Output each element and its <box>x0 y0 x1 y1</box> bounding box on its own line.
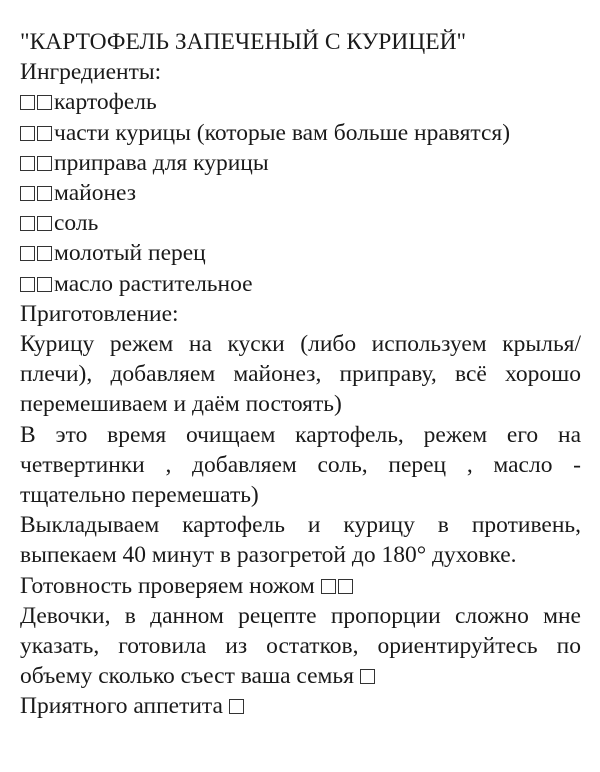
doneness-line <box>20 571 581 601</box>
ingredient-text: майонез <box>54 180 137 207</box>
ingredient-item <box>20 87 581 117</box>
missing-glyph-box-icon <box>338 579 353 594</box>
preparation-step: В это время очищаем картофель, режем его на четвертинки , добавляем соль, перец , масло - тщательно перемешать) <box>20 421 581 509</box>
ingredient-item <box>20 238 581 268</box>
ingredient-text: масло растительное <box>54 270 253 297</box>
ingredient-item <box>20 269 581 299</box>
missing-glyph-box-icon <box>360 669 375 684</box>
missing-glyph-box-icon <box>20 216 35 231</box>
missing-glyph-box-icon <box>20 277 35 292</box>
ingredient-item <box>20 148 581 178</box>
ingredient-text: молотый перец <box>54 240 206 267</box>
missing-glyph-box-icon <box>37 216 52 231</box>
preparation-step: Курицу режем на куски (либо используем крылья/плечи), добавляем майонез, приправу, всё хорошо перемешиваем и даём постоять) <box>20 331 581 418</box>
missing-glyph-box-icon <box>37 186 52 201</box>
missing-glyph-box-icon <box>20 95 35 110</box>
missing-glyph-box-icon <box>321 579 336 594</box>
ingredient-text: картофель <box>54 89 157 116</box>
note-paragraph <box>20 601 581 692</box>
recipe-document <box>20 27 581 722</box>
ingredient-text: соль <box>54 210 99 237</box>
missing-glyph-box-icon <box>20 156 35 171</box>
missing-glyph-box-icon <box>20 186 35 201</box>
ingredient-text: приправа для курицы <box>54 149 269 176</box>
closing-line <box>20 691 581 721</box>
preparation-step: Выкладываем картофель и курицу в противень, выпекаем 40 минут в разогретой до 180° духовке. <box>20 512 581 569</box>
ingredients-heading: Ингредиенты: <box>20 59 162 86</box>
missing-glyph-box-icon <box>37 95 52 110</box>
missing-glyph-box-icon <box>20 246 35 261</box>
note-text: Девочки, в данном рецепте пропорции сложно мне указать, готовила из остатков, ориентируйтесь по объему сколько съест ваша семья <box>20 602 581 690</box>
doneness-text: Готовность проверяем ножом <box>20 572 321 599</box>
ingredient-item <box>20 178 581 208</box>
missing-glyph-box-icon <box>229 699 244 714</box>
closing-text: Приятного аппетита <box>20 693 229 720</box>
missing-glyph-box-icon <box>37 277 52 292</box>
missing-glyph-box-icon <box>37 126 52 141</box>
preparation-heading: Приготовление: <box>20 300 179 327</box>
ingredient-item <box>20 208 581 238</box>
ingredient-item <box>20 118 581 148</box>
ingredient-text: части курицы (которые вам больше нравятся) <box>54 119 511 146</box>
recipe-title: "КАРТОФЕЛЬ ЗАПЕЧЕНЫЙ С КУРИЦЕЙ" <box>20 29 467 55</box>
missing-glyph-box-icon <box>37 156 52 171</box>
missing-glyph-box-icon <box>20 126 35 141</box>
missing-glyph-box-icon <box>37 246 52 261</box>
